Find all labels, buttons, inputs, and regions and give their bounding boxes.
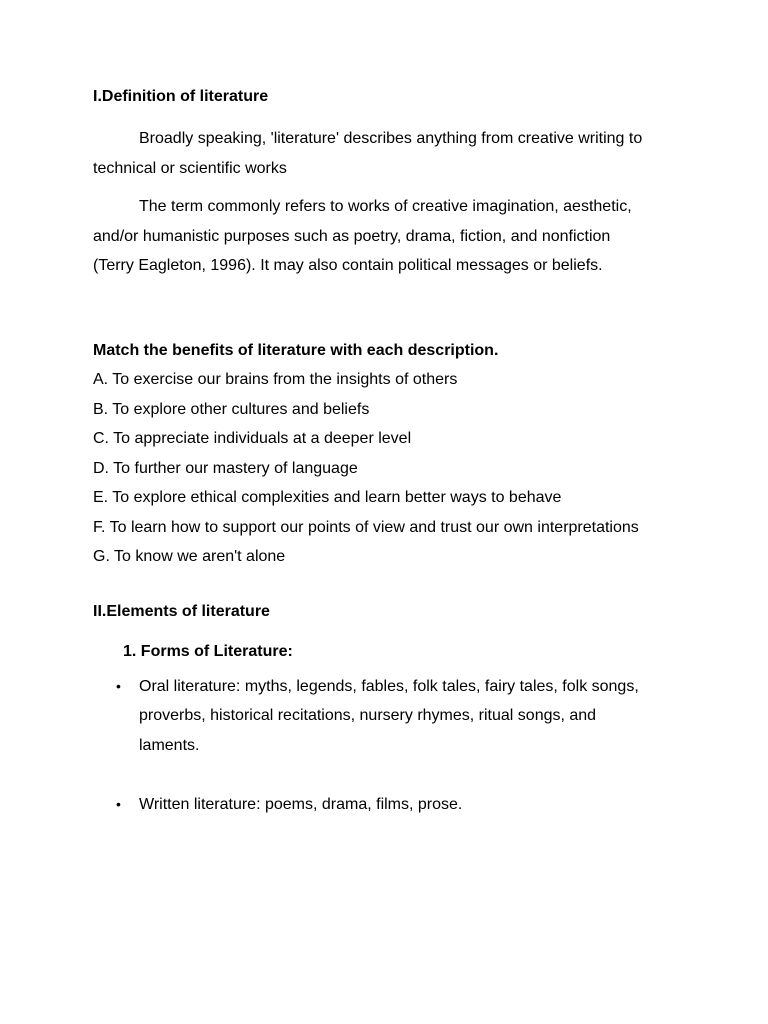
list-item: G. To know we aren't alone bbox=[93, 548, 286, 565]
bullet-icon: • bbox=[116, 796, 121, 812]
section-heading-definition: I.Definition of literature bbox=[93, 88, 269, 105]
list-item: D. To further our mastery of language bbox=[93, 459, 358, 477]
section-heading-elements: II.Elements of literature bbox=[93, 602, 270, 620]
bullet-icon: • bbox=[116, 677, 121, 694]
bullet-text-written: Written literature: poems, drama, films, prose. bbox=[139, 796, 463, 813]
list-item: C. To appreciate individuals at a deeper level bbox=[93, 430, 412, 447]
list-item: E. To explore ethical complexities and learn better ways to behave bbox=[93, 489, 562, 506]
document-page bbox=[93, 86, 653, 820]
paragraph-broadly-speaking: Broadly speaking, 'literature' describes anything from creative writing to technical or scientific works bbox=[93, 130, 643, 177]
forms-bullet-list bbox=[93, 672, 653, 820]
list-item: B. To explore other cultures and beliefs bbox=[93, 400, 370, 418]
list-item bbox=[93, 672, 653, 761]
matching-exercise-title: Match the benefits of literature with each description. bbox=[93, 341, 499, 359]
bullet-text-oral: Oral literature: myths, legends, fables, folk tales, fairy tales, folk songs, proverbs, historical recitations, nursery rhymes, ritual songs, and laments. bbox=[139, 677, 639, 754]
matching-options-list bbox=[93, 365, 653, 572]
list-item: F. To learn how to support our points of view and trust our own interpretations bbox=[93, 518, 639, 536]
list-item: A. To exercise our brains from the insights of others bbox=[93, 371, 458, 388]
list-item bbox=[93, 790, 653, 820]
subheading-forms: 1. Forms of Literature: bbox=[123, 642, 293, 660]
paragraph-term-refers: The term commonly refers to works of creative imagination, aesthetic, and/or humanistic purposes such as poetry, drama, fiction, and nonfiction (Terry Eagleton, 1996). It may also contain political messages or beliefs. bbox=[93, 198, 632, 274]
